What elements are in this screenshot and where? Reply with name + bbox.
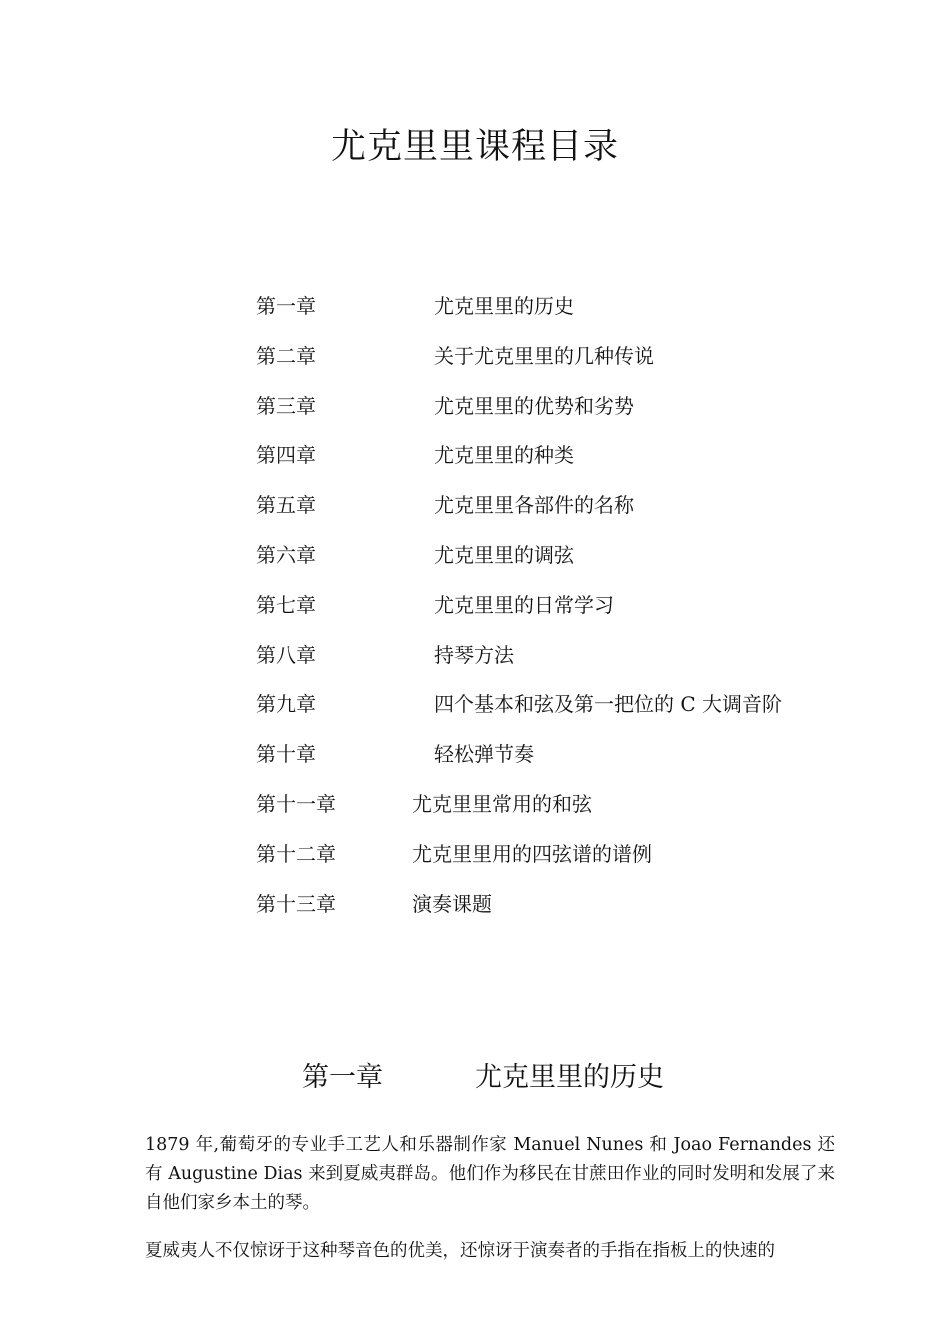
toc-chapter-number: 第六章 xyxy=(256,542,316,567)
toc-chapter-number: 第九章 xyxy=(256,692,316,717)
toc-item xyxy=(256,434,876,484)
toc-chapter-title: 持琴方法 xyxy=(434,642,514,667)
toc-item xyxy=(256,733,876,783)
toc-item xyxy=(256,534,876,584)
toc-chapter-title: 四个基本和弦及第一把位的 C 大调音阶 xyxy=(434,692,783,717)
toc-item xyxy=(256,783,876,833)
chapter-heading xyxy=(0,1055,950,1101)
toc-chapter-title: 轻松弹节奏 xyxy=(434,742,534,767)
toc-chapter-title: 尤克里里的优势和劣势 xyxy=(434,393,634,418)
toc-chapter-number: 第二章 xyxy=(256,343,316,368)
page-title: 尤克里里课程目录 xyxy=(330,127,619,167)
toc-chapter-number: 第五章 xyxy=(256,493,316,518)
toc-chapter-title: 尤克里里各部件的名称 xyxy=(434,493,634,518)
chapter-title: 尤克里里的历史 xyxy=(475,1062,664,1093)
toc-chapter-title: 尤克里里的种类 xyxy=(434,443,574,468)
toc-item xyxy=(256,385,876,435)
toc-chapter-number: 第十章 xyxy=(256,742,316,767)
toc-chapter-title: 尤克里里用的四弦谱的谱例 xyxy=(412,841,652,866)
toc-chapter-title: 尤克里里的历史 xyxy=(434,294,574,318)
toc-chapter-number: 第一章 xyxy=(256,294,316,318)
toc-chapter-title: 尤克里里的日常学习 xyxy=(434,592,614,617)
body-paragraph: 1879 年,葡萄牙的专业手工艺人和乐器制作家 Manuel Nunes 和 Joao Fernandes 还有 Augustine Dias 来到夏威夷群岛。他们作为移民在甘蔗田作业的同时发明和发展了来自他们家乡本土的琴。 xyxy=(145,1135,835,1213)
toc-chapter-number: 第十一章 xyxy=(256,791,336,816)
toc-chapter-number: 第三章 xyxy=(256,393,316,418)
toc-item xyxy=(256,484,876,534)
toc-item xyxy=(256,683,876,733)
toc-chapter-title: 演奏课题 xyxy=(412,891,492,916)
body-paragraph: 夏威夷人不仅惊讶于这种琴音色的优美，还惊讶于演奏者的手指在指板上的快速的 xyxy=(145,1241,775,1261)
toc-item xyxy=(256,335,876,385)
toc-item xyxy=(256,285,876,335)
toc-chapter-title: 尤克里里的调弦 xyxy=(434,542,574,567)
toc-item xyxy=(256,584,876,634)
toc-chapter-number: 第八章 xyxy=(256,642,316,667)
toc-chapter-number: 第四章 xyxy=(256,443,316,468)
toc-item xyxy=(256,833,876,883)
toc-item xyxy=(256,634,876,684)
toc-chapter-title: 尤克里里常用的和弦 xyxy=(412,791,592,816)
table-of-contents xyxy=(256,285,876,932)
toc-chapter-number: 第七章 xyxy=(256,592,316,617)
toc-chapter-title: 关于尤克里里的几种传说 xyxy=(434,343,654,368)
toc-chapter-number: 第十三章 xyxy=(256,891,336,916)
toc-item xyxy=(256,883,876,933)
toc-chapter-number: 第十二章 xyxy=(256,841,336,866)
chapter-number: 第一章 xyxy=(302,1062,383,1093)
